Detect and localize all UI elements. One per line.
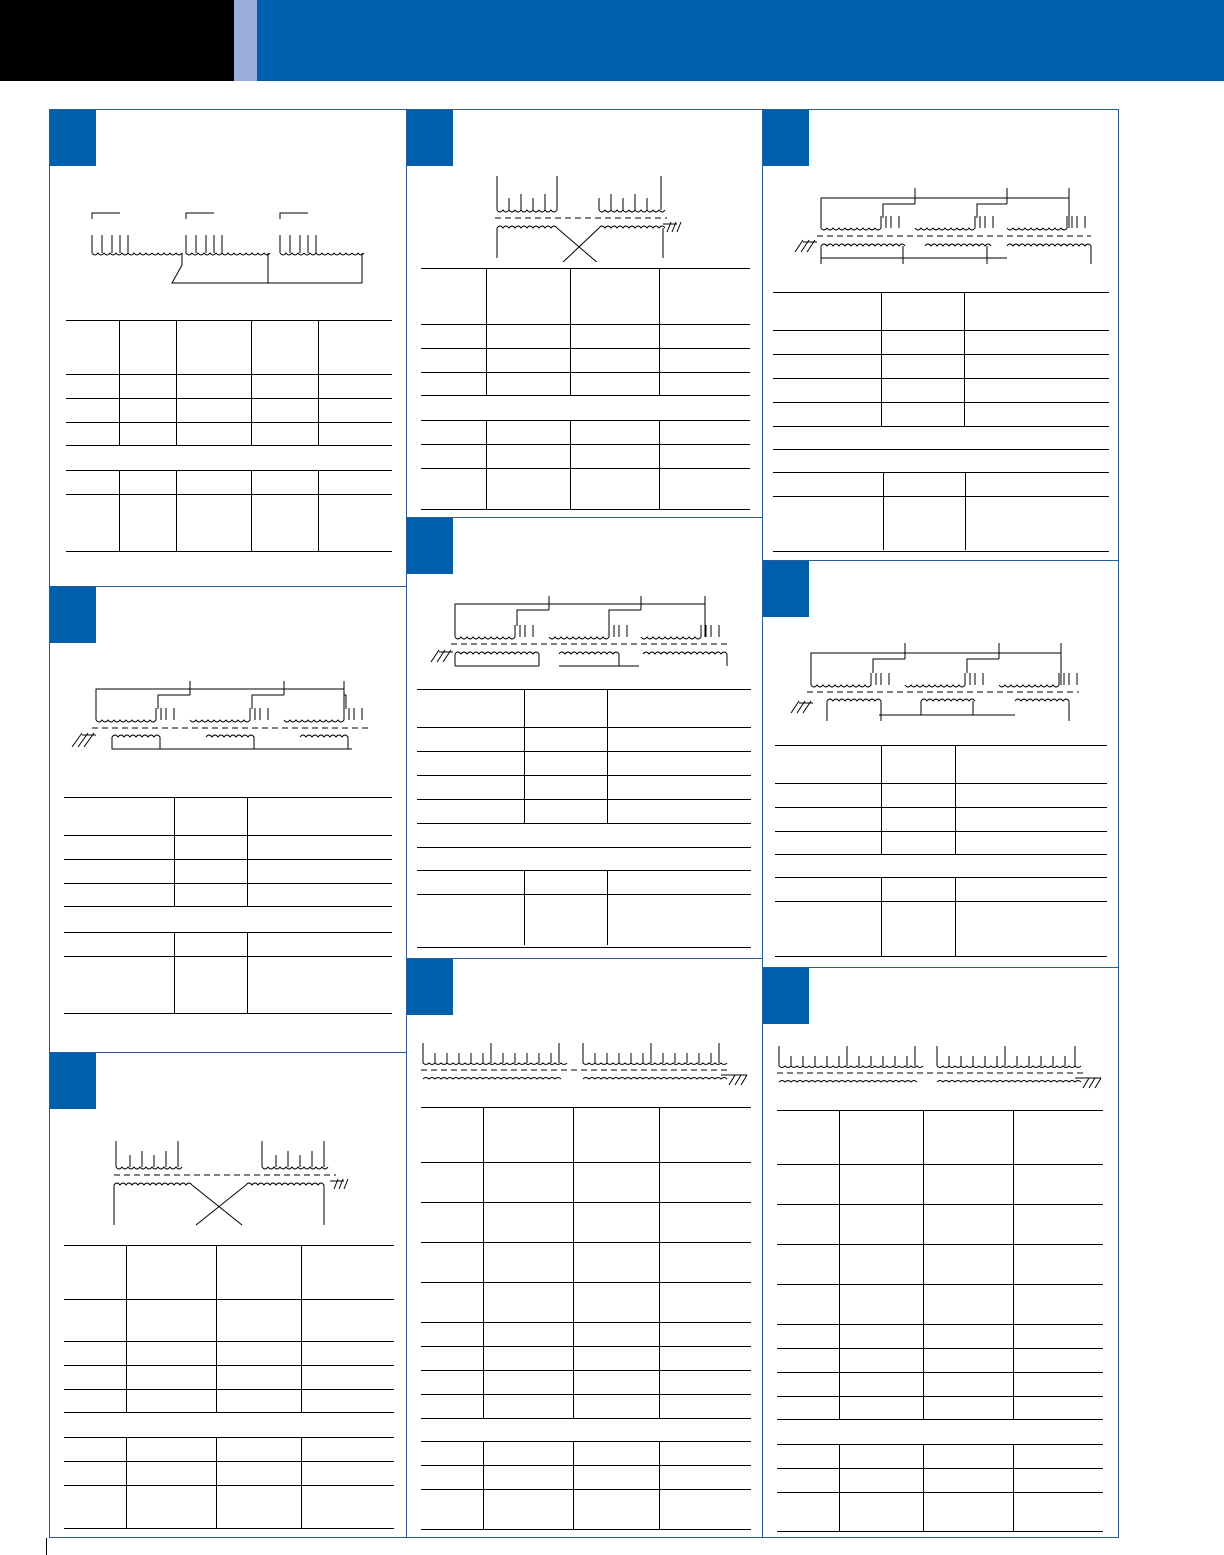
panel-tab xyxy=(50,587,96,643)
specification-table-lower xyxy=(777,1444,1103,1532)
specification-table-upper xyxy=(66,320,392,446)
wiring-diagram xyxy=(791,184,1103,274)
wiring-diagram xyxy=(100,1133,360,1228)
panel-tab xyxy=(763,561,809,617)
panel-tab xyxy=(407,110,453,166)
specification-table-upper xyxy=(773,292,1109,450)
panel-f xyxy=(406,958,763,1538)
specification-table-lower xyxy=(775,877,1107,957)
panel-b xyxy=(49,586,407,1053)
panel-a xyxy=(49,109,407,587)
wiring-diagram xyxy=(68,675,393,760)
specification-table-upper xyxy=(421,268,750,396)
panel-tab xyxy=(763,968,809,1024)
wiring-diagram xyxy=(423,592,748,677)
wiring-diagram xyxy=(417,1039,757,1089)
panel-c xyxy=(49,1052,407,1538)
page-margin-rule xyxy=(46,1538,47,1555)
specification-table-lower xyxy=(421,1441,751,1530)
panel-i xyxy=(762,967,1119,1538)
header-banner xyxy=(257,0,1224,81)
specification-table-lower xyxy=(64,932,392,1014)
header-black-block xyxy=(0,0,234,81)
specification-table-lower xyxy=(66,470,392,552)
specification-table-lower xyxy=(417,870,751,948)
panel-tab xyxy=(407,959,453,1015)
wiring-diagram xyxy=(487,172,687,262)
specification-table-upper xyxy=(64,797,392,907)
specification-table-lower xyxy=(773,472,1109,552)
panel-tab xyxy=(50,1053,96,1109)
header-accent-strip xyxy=(234,0,257,81)
panel-e xyxy=(406,517,763,959)
specification-table-upper xyxy=(775,745,1107,855)
specification-table-lower xyxy=(64,1437,394,1529)
specification-table-upper xyxy=(417,689,751,848)
wiring-diagram xyxy=(80,205,380,300)
panel-h xyxy=(762,560,1119,968)
panel-tab xyxy=(763,110,809,166)
specification-table-lower xyxy=(421,420,750,510)
wiring-diagram xyxy=(773,1042,1113,1092)
wiring-diagram xyxy=(787,637,1099,727)
specification-table-upper xyxy=(64,1245,394,1413)
specification-table-upper xyxy=(421,1107,751,1419)
panel-d xyxy=(406,109,763,518)
panel-tab xyxy=(407,518,453,574)
panel-tab xyxy=(50,110,96,166)
panel-g xyxy=(762,109,1119,561)
specification-table-upper xyxy=(777,1110,1103,1420)
